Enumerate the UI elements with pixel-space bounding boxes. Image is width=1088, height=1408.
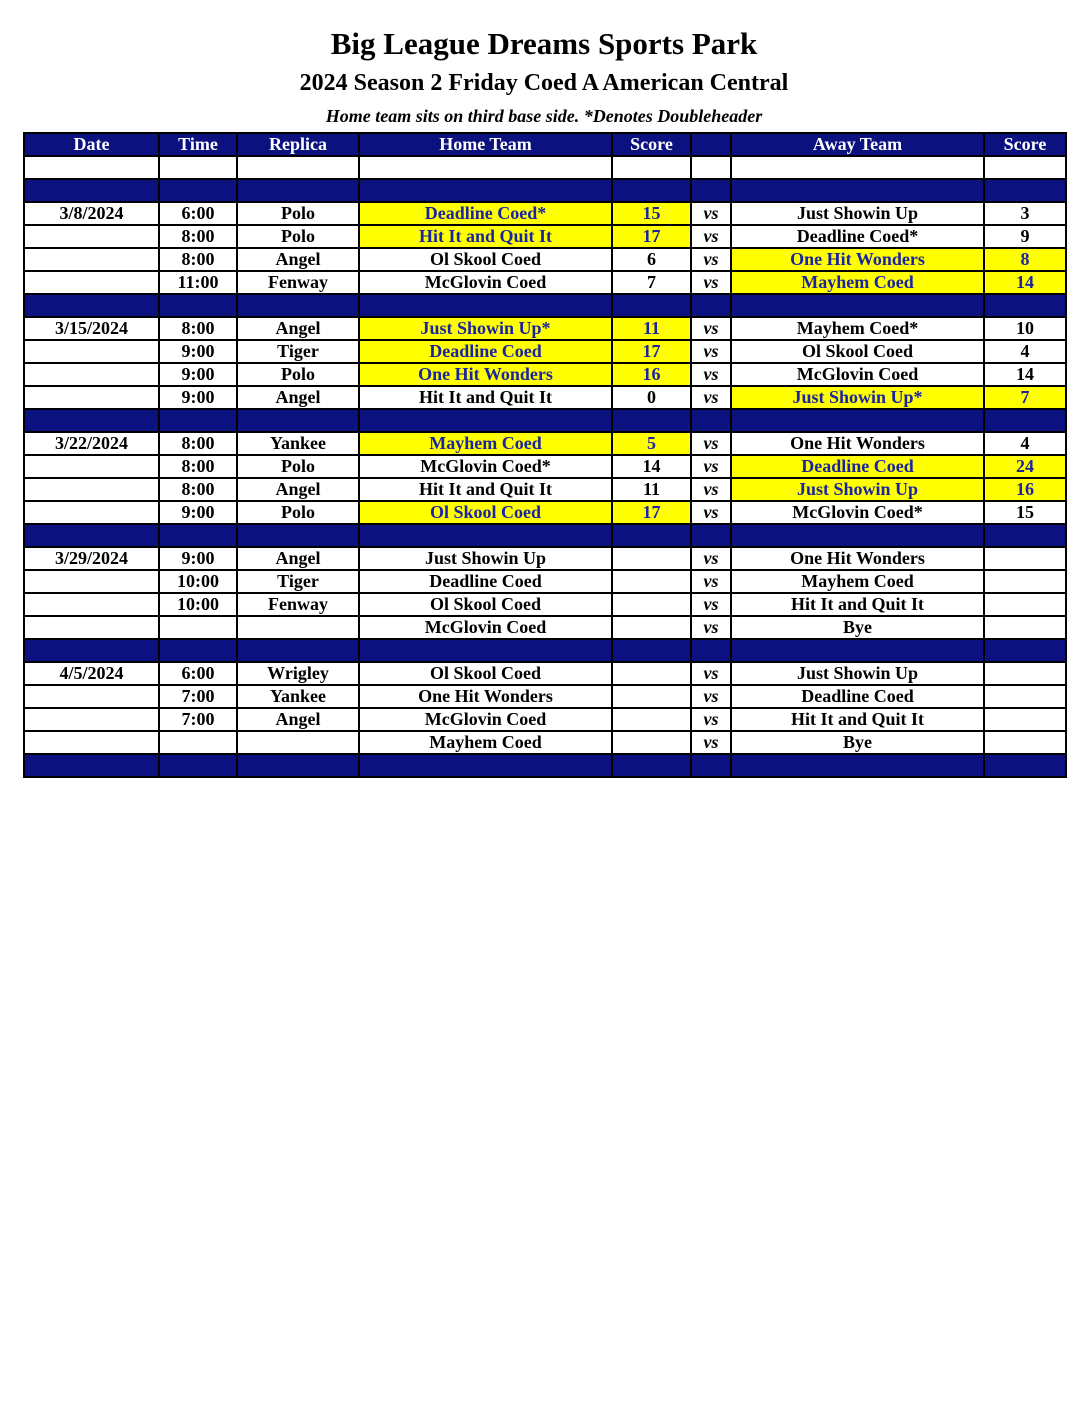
home-score-cell: 15 <box>612 202 691 225</box>
vs-cell: vs <box>691 662 731 685</box>
time-cell: 11:00 <box>159 271 237 294</box>
time-cell <box>159 616 237 639</box>
away-team-cell: Just Showin Up <box>731 478 984 501</box>
away-score-cell <box>984 662 1066 685</box>
away-team-cell: Mayhem Coed <box>731 570 984 593</box>
away-team-cell: Just Showin Up <box>731 202 984 225</box>
away-score-cell <box>984 731 1066 754</box>
away-team-cell: Ol Skool Coed <box>731 340 984 363</box>
home-score-cell <box>612 616 691 639</box>
away-team-cell: Hit It and Quit It <box>731 708 984 731</box>
home-team-cell: Deadline Coed <box>359 340 612 363</box>
col-date: Date <box>24 133 159 156</box>
home-team-cell: Deadline Coed* <box>359 202 612 225</box>
home-team-cell: Deadline Coed <box>359 570 612 593</box>
away-score-cell <box>984 294 1066 317</box>
time-cell: 9:00 <box>159 501 237 524</box>
home-score-cell <box>612 731 691 754</box>
home-score-cell <box>612 547 691 570</box>
date-cell <box>24 386 159 409</box>
home-team-cell: One Hit Wonders <box>359 685 612 708</box>
table-row <box>24 340 1066 363</box>
vs-cell <box>691 754 731 777</box>
time-cell: 8:00 <box>159 455 237 478</box>
replica-cell <box>237 179 359 202</box>
away-team-cell: McGlovin Coed <box>731 363 984 386</box>
away-score-cell <box>984 685 1066 708</box>
home-team-cell: Mayhem Coed <box>359 432 612 455</box>
away-score-cell: 16 <box>984 478 1066 501</box>
home-team-cell: Just Showin Up* <box>359 317 612 340</box>
vs-cell: vs <box>691 570 731 593</box>
away-team-cell: Hit It and Quit It <box>731 593 984 616</box>
away-team-cell: Mayhem Coed* <box>731 317 984 340</box>
vs-cell: vs <box>691 547 731 570</box>
away-team-cell <box>731 409 984 432</box>
vs-cell: vs <box>691 386 731 409</box>
away-team-cell: One Hit Wonders <box>731 248 984 271</box>
vs-cell: vs <box>691 225 731 248</box>
date-cell: 3/29/2024 <box>24 547 159 570</box>
home-score-cell: 17 <box>612 225 691 248</box>
away-score-cell <box>984 524 1066 547</box>
vs-cell: vs <box>691 593 731 616</box>
away-team-cell: One Hit Wonders <box>731 547 984 570</box>
home-score-cell: 17 <box>612 340 691 363</box>
replica-cell: Angel <box>237 386 359 409</box>
away-score-cell <box>984 409 1066 432</box>
page-note: Home team sits on third base side. *Denotes Doubleheader <box>325 106 763 126</box>
time-cell: 8:00 <box>159 478 237 501</box>
col-away-team: Away Team <box>731 133 984 156</box>
replica-cell <box>237 409 359 432</box>
time-cell <box>159 294 237 317</box>
home-score-cell <box>612 156 691 179</box>
separator-row <box>24 179 1066 202</box>
home-team-cell <box>359 409 612 432</box>
header-row <box>24 133 1066 156</box>
replica-cell: Angel <box>237 547 359 570</box>
replica-cell: Yankee <box>237 432 359 455</box>
date-cell: 3/8/2024 <box>24 202 159 225</box>
date-cell <box>24 225 159 248</box>
away-score-cell <box>984 593 1066 616</box>
home-score-cell: 11 <box>612 478 691 501</box>
home-score-cell <box>612 570 691 593</box>
home-score-cell: 5 <box>612 432 691 455</box>
home-score-cell <box>612 662 691 685</box>
away-team-cell: Just Showin Up <box>731 662 984 685</box>
table-row <box>24 501 1066 524</box>
page-subtitle: 2024 Season 2 Friday Coed A American Central <box>299 70 789 96</box>
home-score-cell <box>612 754 691 777</box>
vs-cell: vs <box>691 455 731 478</box>
vs-cell: vs <box>691 363 731 386</box>
table-row <box>24 432 1066 455</box>
home-score-cell: 14 <box>612 455 691 478</box>
away-team-cell <box>731 156 984 179</box>
replica-cell <box>237 731 359 754</box>
blank-row <box>24 156 1066 179</box>
date-cell <box>24 248 159 271</box>
replica-cell: Wrigley <box>237 662 359 685</box>
home-score-cell: 6 <box>612 248 691 271</box>
separator-row <box>24 294 1066 317</box>
time-cell: 8:00 <box>159 248 237 271</box>
time-cell <box>159 524 237 547</box>
replica-cell: Yankee <box>237 685 359 708</box>
vs-cell: vs <box>691 248 731 271</box>
date-cell <box>24 708 159 731</box>
separator-row <box>24 754 1066 777</box>
col-home-team: Home Team <box>359 133 612 156</box>
vs-cell: vs <box>691 340 731 363</box>
table-row <box>24 455 1066 478</box>
away-score-cell: 7 <box>984 386 1066 409</box>
replica-cell: Angel <box>237 317 359 340</box>
date-cell <box>24 340 159 363</box>
home-team-cell <box>359 524 612 547</box>
home-team-cell <box>359 294 612 317</box>
home-score-cell <box>612 685 691 708</box>
home-score-cell: 7 <box>612 271 691 294</box>
home-score-cell <box>612 524 691 547</box>
date-cell <box>24 409 159 432</box>
vs-cell: vs <box>691 685 731 708</box>
col-away-score: Score <box>984 133 1066 156</box>
replica-cell: Angel <box>237 478 359 501</box>
table-row <box>24 593 1066 616</box>
date-cell <box>24 616 159 639</box>
away-score-cell <box>984 708 1066 731</box>
vs-cell: vs <box>691 432 731 455</box>
vs-cell: vs <box>691 731 731 754</box>
date-cell <box>24 685 159 708</box>
home-score-cell <box>612 179 691 202</box>
home-team-cell <box>359 179 612 202</box>
home-score-cell: 17 <box>612 501 691 524</box>
home-team-cell: Hit It and Quit It <box>359 478 612 501</box>
date-cell <box>24 524 159 547</box>
date-cell <box>24 731 159 754</box>
away-score-cell <box>984 547 1066 570</box>
table-row <box>24 731 1066 754</box>
time-cell: 9:00 <box>159 340 237 363</box>
time-cell: 8:00 <box>159 432 237 455</box>
time-cell: 8:00 <box>159 225 237 248</box>
home-team-cell: McGlovin Coed <box>359 271 612 294</box>
time-cell <box>159 731 237 754</box>
table-row <box>24 708 1066 731</box>
away-team-cell: Deadline Coed* <box>731 225 984 248</box>
away-score-cell <box>984 179 1066 202</box>
home-score-cell <box>612 639 691 662</box>
replica-cell <box>237 754 359 777</box>
vs-cell <box>691 524 731 547</box>
col-vs <box>691 133 731 156</box>
separator-row <box>24 524 1066 547</box>
replica-cell: Polo <box>237 363 359 386</box>
col-time: Time <box>159 133 237 156</box>
home-score-cell <box>612 294 691 317</box>
table-row <box>24 248 1066 271</box>
time-cell <box>159 639 237 662</box>
table-row <box>24 616 1066 639</box>
replica-cell: Angel <box>237 248 359 271</box>
time-cell <box>159 409 237 432</box>
home-team-cell: One Hit Wonders <box>359 363 612 386</box>
away-team-cell <box>731 754 984 777</box>
page-title: Big League Dreams Sports Park <box>330 26 758 61</box>
home-team-cell <box>359 156 612 179</box>
away-score-cell: 9 <box>984 225 1066 248</box>
replica-cell: Fenway <box>237 593 359 616</box>
replica-cell: Polo <box>237 455 359 478</box>
away-score-cell: 4 <box>984 340 1066 363</box>
replica-cell <box>237 524 359 547</box>
away-team-cell: Bye <box>731 616 984 639</box>
home-team-cell: Ol Skool Coed <box>359 593 612 616</box>
home-score-cell: 11 <box>612 317 691 340</box>
home-team-cell: Hit It and Quit It <box>359 225 612 248</box>
vs-cell <box>691 639 731 662</box>
schedule-table <box>23 132 1067 778</box>
table-row <box>24 363 1066 386</box>
home-team-cell <box>359 754 612 777</box>
date-cell: 4/5/2024 <box>24 662 159 685</box>
time-cell <box>159 179 237 202</box>
date-cell <box>24 754 159 777</box>
vs-cell <box>691 294 731 317</box>
home-team-cell: Mayhem Coed <box>359 731 612 754</box>
home-team-cell: Ol Skool Coed <box>359 501 612 524</box>
replica-cell: Fenway <box>237 271 359 294</box>
away-score-cell <box>984 754 1066 777</box>
replica-cell: Tiger <box>237 570 359 593</box>
home-score-cell: 16 <box>612 363 691 386</box>
table-row <box>24 386 1066 409</box>
home-team-cell <box>359 639 612 662</box>
date-cell <box>24 478 159 501</box>
away-score-cell: 24 <box>984 455 1066 478</box>
home-team-cell: McGlovin Coed* <box>359 455 612 478</box>
home-score-cell: 0 <box>612 386 691 409</box>
away-score-cell: 14 <box>984 363 1066 386</box>
vs-cell: vs <box>691 708 731 731</box>
away-team-cell: Bye <box>731 731 984 754</box>
date-cell: 3/15/2024 <box>24 317 159 340</box>
table-row <box>24 317 1066 340</box>
replica-cell <box>237 156 359 179</box>
vs-cell: vs <box>691 202 731 225</box>
home-score-cell <box>612 708 691 731</box>
vs-cell: vs <box>691 501 731 524</box>
vs-cell <box>691 156 731 179</box>
date-cell: 3/22/2024 <box>24 432 159 455</box>
away-team-cell <box>731 639 984 662</box>
separator-row <box>24 409 1066 432</box>
time-cell <box>159 754 237 777</box>
home-team-cell: McGlovin Coed <box>359 708 612 731</box>
home-team-cell: Just Showin Up <box>359 547 612 570</box>
away-team-cell <box>731 294 984 317</box>
away-team-cell: Deadline Coed <box>731 685 984 708</box>
date-cell <box>24 501 159 524</box>
away-team-cell: Deadline Coed <box>731 455 984 478</box>
date-cell <box>24 179 159 202</box>
time-cell: 7:00 <box>159 708 237 731</box>
home-team-cell: Ol Skool Coed <box>359 248 612 271</box>
away-score-cell: 10 <box>984 317 1066 340</box>
time-cell <box>159 156 237 179</box>
table-row <box>24 685 1066 708</box>
replica-cell: Angel <box>237 708 359 731</box>
date-cell <box>24 294 159 317</box>
table-row <box>24 225 1066 248</box>
home-team-cell: Ol Skool Coed <box>359 662 612 685</box>
vs-cell <box>691 179 731 202</box>
table-row <box>24 271 1066 294</box>
replica-cell <box>237 616 359 639</box>
time-cell: 9:00 <box>159 547 237 570</box>
away-score-cell: 15 <box>984 501 1066 524</box>
date-cell <box>24 455 159 478</box>
date-cell <box>24 593 159 616</box>
table-row <box>24 547 1066 570</box>
table-row <box>24 662 1066 685</box>
vs-cell: vs <box>691 271 731 294</box>
away-score-cell <box>984 570 1066 593</box>
vs-cell <box>691 409 731 432</box>
replica-cell <box>237 294 359 317</box>
home-team-cell: Hit It and Quit It <box>359 386 612 409</box>
date-cell <box>24 156 159 179</box>
col-replica: Replica <box>237 133 359 156</box>
col-home-score: Score <box>612 133 691 156</box>
date-cell <box>24 570 159 593</box>
time-cell: 10:00 <box>159 570 237 593</box>
home-score-cell <box>612 409 691 432</box>
away-score-cell <box>984 156 1066 179</box>
home-team-cell: McGlovin Coed <box>359 616 612 639</box>
time-cell: 9:00 <box>159 363 237 386</box>
table-row <box>24 570 1066 593</box>
replica-cell: Polo <box>237 202 359 225</box>
away-score-cell: 14 <box>984 271 1066 294</box>
date-cell <box>24 639 159 662</box>
time-cell: 6:00 <box>159 202 237 225</box>
away-score-cell <box>984 616 1066 639</box>
replica-cell: Polo <box>237 225 359 248</box>
vs-cell: vs <box>691 616 731 639</box>
away-team-cell: One Hit Wonders <box>731 432 984 455</box>
away-team-cell <box>731 524 984 547</box>
away-score-cell: 3 <box>984 202 1066 225</box>
table-row <box>24 478 1066 501</box>
time-cell: 8:00 <box>159 317 237 340</box>
time-cell: 9:00 <box>159 386 237 409</box>
time-cell: 10:00 <box>159 593 237 616</box>
replica-cell <box>237 639 359 662</box>
replica-cell: Polo <box>237 501 359 524</box>
table-row <box>24 202 1066 225</box>
away-score-cell <box>984 639 1066 662</box>
away-score-cell: 4 <box>984 432 1066 455</box>
away-score-cell: 8 <box>984 248 1066 271</box>
away-team-cell: Just Showin Up* <box>731 386 984 409</box>
vs-cell: vs <box>691 478 731 501</box>
away-team-cell: Mayhem Coed <box>731 271 984 294</box>
away-team-cell: McGlovin Coed* <box>731 501 984 524</box>
replica-cell: Tiger <box>237 340 359 363</box>
away-team-cell <box>731 179 984 202</box>
separator-row <box>24 639 1066 662</box>
time-cell: 7:00 <box>159 685 237 708</box>
date-cell <box>24 271 159 294</box>
vs-cell: vs <box>691 317 731 340</box>
date-cell <box>24 363 159 386</box>
time-cell: 6:00 <box>159 662 237 685</box>
home-score-cell <box>612 593 691 616</box>
